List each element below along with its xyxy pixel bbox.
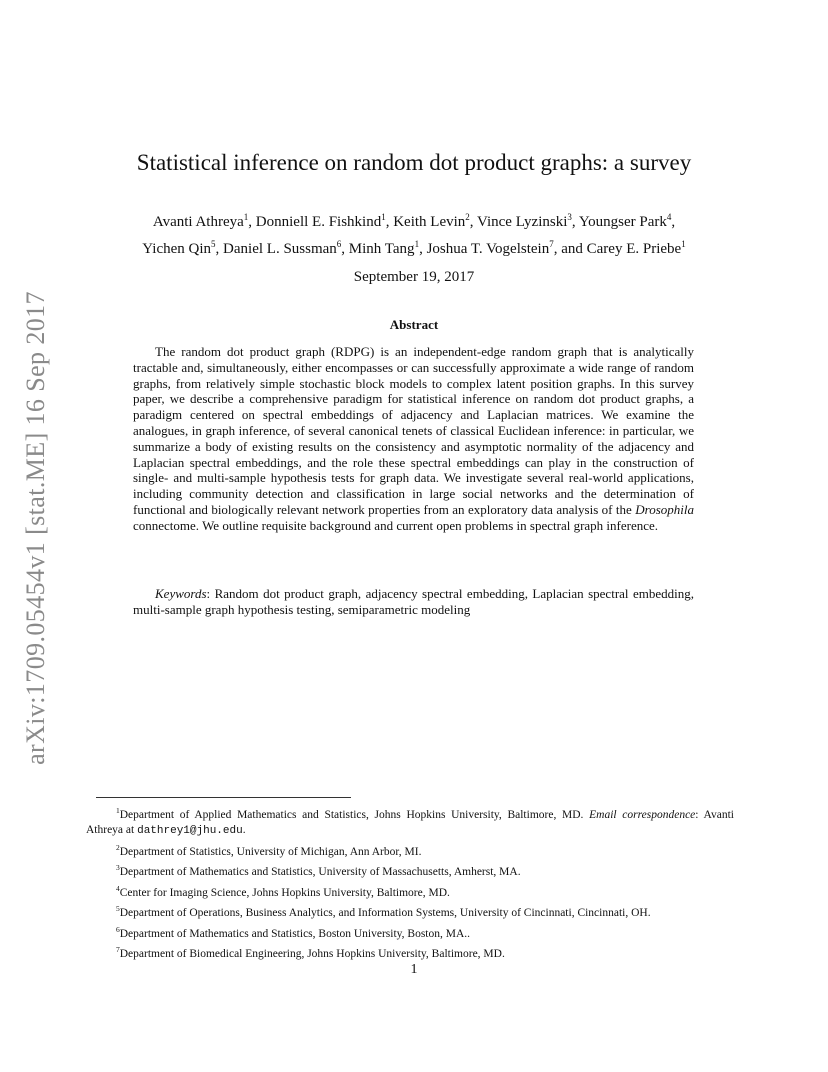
paper-title: Statistical inference on random dot product graphs: a survey bbox=[136, 150, 692, 175]
author-name: Minh Tang bbox=[348, 241, 415, 257]
abstract-italic-term: Drosophila bbox=[635, 501, 694, 517]
footnote-mark: 5 bbox=[116, 904, 120, 914]
footnote-mark: 7 bbox=[116, 945, 120, 955]
footnote-mark: 4 bbox=[116, 883, 120, 893]
keywords-label: Keywords bbox=[155, 586, 207, 601]
footnotes bbox=[86, 803, 734, 963]
paper-date: September 19, 2017 bbox=[353, 269, 475, 285]
author-affiliation-mark: 1 bbox=[381, 212, 386, 222]
footnote-divider bbox=[96, 797, 351, 798]
footnote bbox=[86, 901, 734, 921]
page-number: 1 bbox=[410, 962, 418, 977]
footnote-text: Department of Mathematics and Statistics, University of Massachusetts, Amherst, MA. bbox=[119, 866, 521, 879]
author-name: Joshua T. Vogelstein bbox=[426, 241, 550, 257]
author-name: Youngser Park bbox=[578, 214, 667, 230]
keywords bbox=[133, 586, 694, 618]
author-affiliation-mark: 6 bbox=[336, 239, 342, 249]
author-affiliation-mark: 1 bbox=[414, 239, 420, 249]
footnote-mark: 1 bbox=[116, 806, 120, 815]
author-name: Yichen Qin bbox=[142, 241, 212, 257]
abstract-text: The random dot product graph (RDPG) is an independent-edge random graph that is analytically tractable and, simultaneously, either encompasses or can successfully approximate a wide range of random graphs, from relatively simple stochastic block models to complex latent position graphs. In this survey paper, we describe a comprehensive paradigm for statistical inference on random dot product graphs, a paradigm centered on spectral embeddings of adjacency and Laplacian matrices. We examine the analogues, in graph inference, of several canonical tenets of classical Euclidean inference: in particular, we summarize a body of existing results on the consistency and asymptotic normality of the adjacency and Laplacian spectral embeddings, and the role these spectral embeddings can play in the construction of single- and multi-sample hypothesis tests for graph data. We investigate several real-world applications, including community detection and classification in large social networks and the determination of functional and biologically relevant network properties from an exploratory data analysis of the bbox=[133, 344, 694, 517]
abstract-heading: Abstract bbox=[389, 317, 439, 332]
footnote-text: Department of Mathematics and Statistics, Boston University, Boston, MA.. bbox=[119, 927, 471, 940]
footnote bbox=[86, 922, 734, 942]
footnote bbox=[86, 803, 734, 840]
author-name: Keith Levin bbox=[393, 214, 466, 230]
footnote bbox=[86, 840, 734, 860]
author-affiliation-mark: 2 bbox=[465, 212, 470, 222]
footnote-mark: 2 bbox=[116, 843, 120, 853]
author-list: Avanti Athreya$^1$, Donniell E. Fishkind$^1$, Keith Levin$^2$, Vince Lyzinski$^3$, Youngser Park$^4$, Yichen Qin$^5$, Daniel L. Sussman$^6$, Minh Tang$^1$, Joshua T. Vogelstein$^7$, and Carey E. Priebe$^1$ bbox=[142, 212, 686, 257]
abstract-body bbox=[133, 344, 694, 534]
footnote-text: : Avanti Athreya at bbox=[86, 808, 734, 837]
author-affiliation-mark: 4 bbox=[666, 212, 672, 222]
author-affiliation-mark: 7 bbox=[549, 239, 554, 249]
keywords-text: : Random dot product graph, adjacency spectral embedding, Laplacian spectral embedding, multi-sample graph hypothesis testing, semiparametric modeling bbox=[133, 586, 694, 617]
author-name: Vince Lyzinski bbox=[477, 214, 568, 230]
footnote-text-end: . bbox=[242, 824, 246, 837]
author-affiliation-mark: 1 bbox=[681, 239, 686, 249]
footnote bbox=[86, 881, 734, 901]
author-name: and Carey E. Priebe bbox=[561, 241, 682, 257]
footnote-mark: 6 bbox=[116, 924, 120, 934]
footnote bbox=[86, 942, 734, 962]
author-name: Donniell E. Fishkind bbox=[255, 214, 382, 230]
footnote-mark: 3 bbox=[116, 863, 120, 873]
author-affiliation-mark: 5 bbox=[211, 239, 216, 249]
author-name: Avanti Athreya bbox=[152, 214, 244, 230]
abstract-text-end: connectome. We outline requisite background and current open problems in spectral graph inference. bbox=[133, 517, 659, 533]
author-affiliation-mark: 1 bbox=[243, 212, 249, 222]
footnote-text: Department of Operations, Business Analytics, and Information Systems, University of Cincinnati, Cincinnati, OH. bbox=[119, 907, 651, 920]
email-address[interactable]: dathrey1@jhu.edu bbox=[137, 825, 243, 838]
arxiv-stamp: arXiv:1709.05454v1 [stat.ME] 16 Sep 2017 bbox=[21, 291, 50, 765]
author-affiliation-mark: 3 bbox=[567, 212, 572, 222]
footnote-text: Center for Imaging Science, Johns Hopkins University, Baltimore, MD. bbox=[119, 886, 450, 899]
footnote-italic: Email correspondence bbox=[589, 808, 696, 821]
author-name: Daniel L. Sussman bbox=[223, 241, 337, 257]
footnote-text: Department of Applied Mathematics and Statistics, Johns Hopkins University, Baltimore, MD. bbox=[119, 808, 590, 821]
footnote-text: Department of Statistics, University of Michigan, Ann Arbor, MI. bbox=[119, 845, 422, 858]
footnote bbox=[86, 860, 734, 880]
footnote-text: Department of Biomedical Engineering, Johns Hopkins University, Baltimore, MD. bbox=[119, 947, 505, 960]
